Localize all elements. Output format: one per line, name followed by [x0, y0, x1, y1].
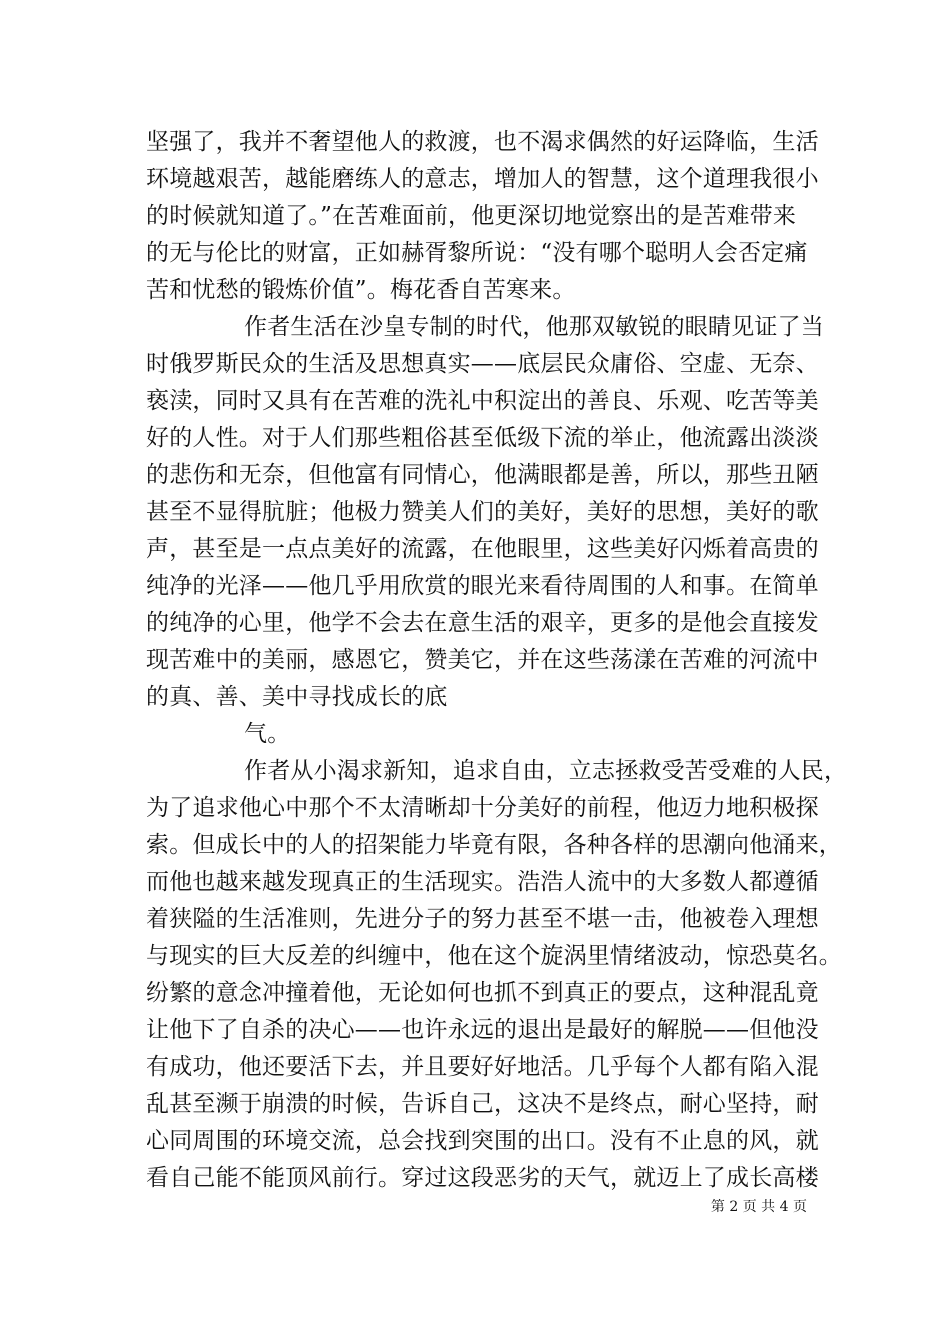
text-line: 声，甚至是一点点美好的流露，在他眼里，这些美好闪烁着高贵的 [146, 536, 819, 562]
text-line: 的悲伤和无奈，但他富有同情心，他满眼都是善，所以，那些丑陋 [146, 462, 819, 488]
text-line: 的真、善、美中寻找成长的底 [146, 684, 448, 710]
text-line: 的无与伦比的财富，正如赫胥黎所说：“没有哪个聪明人会否定痛 [146, 240, 808, 266]
text-line: 心同周围的环境交流，总会找到突围的出口。没有不止息的风，就 [146, 1128, 819, 1154]
text-line: 看自己能不能顶风前行。穿过这段恶劣的天气，就迈上了成长高楼 [146, 1165, 819, 1191]
text-line: 坚强了，我并不奢望他人的救渡，也不渴求偶然的好运降临，生活 [146, 129, 819, 155]
text-line: 的时候就知道了。”在苦难面前，他更深切地觉察出的是苦难带来 [146, 203, 797, 229]
text-line: 有成功，他还要活下去，并且要好好地活。几乎每个人都有陷入混 [146, 1054, 819, 1080]
text-line: 的纯净的心里，他学不会去在意生活的艰辛，更多的是他会直接发 [146, 610, 819, 636]
text-line: 乱甚至濒于崩溃的时候，告诉自己，这决不是终点，耐心坚持，耐 [146, 1091, 819, 1117]
text-line: 现苦难中的美丽，感恩它，赞美它，并在这些荡漾在苦难的河流中 [146, 647, 819, 673]
text-line: 环境越艰苦，越能磨练人的意志，增加人的智慧，这个道理我很小 [146, 166, 819, 192]
page-number: 第 2 页 共 4 页 [710, 1199, 807, 1215]
text-line: 时俄罗斯民众的生活及思想真实——底层民众庸俗、空虚、无奈、 [146, 351, 819, 377]
text-line: 苦和忧愁的锻炼价值”。梅花香自苦寒来。 [146, 277, 576, 303]
text-line: 气。 [244, 721, 291, 747]
text-line: 作者从小渴求新知，追求自由，立志拯救受苦受难的人民， [244, 758, 848, 784]
text-line: 着狭隘的生活准则，先进分子的努力甚至不堪一击，他被卷入理想 [146, 906, 819, 932]
text-line: 纯净的光泽——他几乎用欣赏的眼光来看待周围的人和事。在简单 [146, 573, 819, 599]
text-line: 与现实的巨大反差的纠缠中，他在这个旋涡里情绪波动，惊恐莫名。 [146, 943, 842, 969]
text-line: 纷繁的意念冲撞着他，无论如何也抓不到真正的要点，这种混乱竟 [146, 980, 819, 1006]
text-line: 索。但成长中的人的招架能力毕竟有限，各种各样的思潮向他涌来， [146, 832, 842, 858]
text-line: 亵渎，同时又具有在苦难的洗礼中积淀出的善良、乐观、吃苦等美 [146, 388, 819, 414]
text-line: 为了追求他心中那个不太清晰却十分美好的前程，他迈力地积极探 [146, 795, 819, 821]
text-line: 好的人性。对于人们那些粗俗甚至低级下流的举止，他流露出淡淡 [146, 425, 819, 451]
text-line: 作者生活在沙皇专制的时代，他那双敏锐的眼睛见证了当 [244, 314, 824, 340]
text-line: 让他下了自杀的决心——也许永远的退出是最好的解脱——但他没 [146, 1017, 819, 1043]
text-line: 而他也越来越发现真正的生活现实。浩浩人流中的大多数人都遵循 [146, 869, 819, 895]
text-line: 甚至不显得肮脏；他极力赞美人们的美好，美好的思想，美好的歌 [146, 499, 819, 525]
